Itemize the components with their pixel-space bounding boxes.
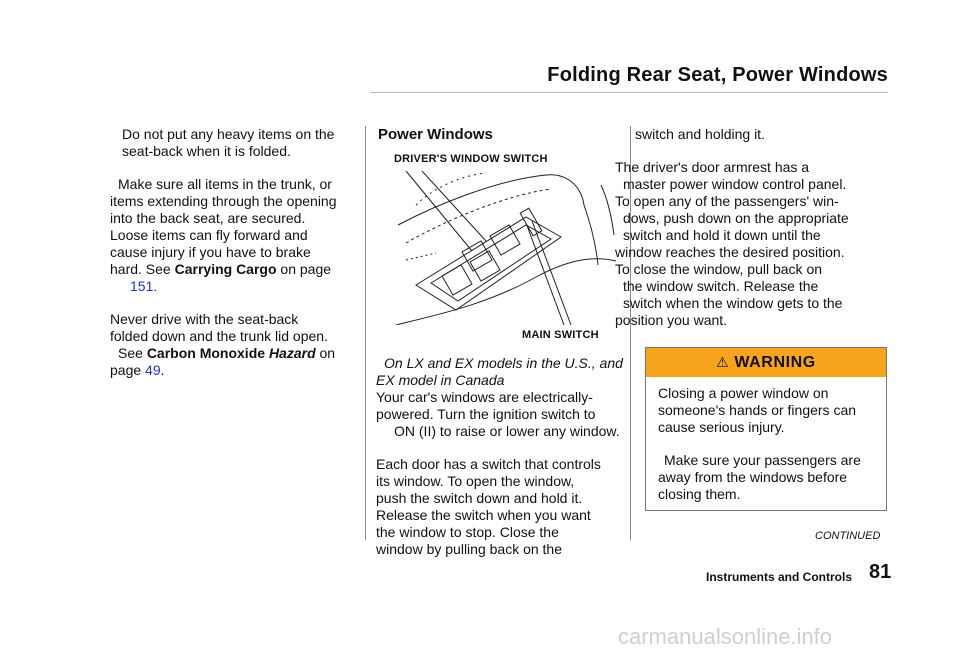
- section-heading: Power Windows: [378, 126, 493, 143]
- warning-body: [646, 377, 886, 503]
- text-run: See: [118, 345, 147, 361]
- text-line: away from the windows before: [658, 469, 848, 485]
- column-2: [376, 126, 626, 558]
- text-line: powered. Turn the ignition switch to: [376, 406, 596, 422]
- armrest-illustration: [376, 165, 626, 325]
- text-line: position you want.: [615, 312, 728, 328]
- text-line: Closing a power window on: [658, 385, 829, 401]
- text-line: Release the switch when you want: [376, 507, 591, 523]
- continued-label: CONTINUED: [815, 530, 881, 542]
- footer-section-name: Instruments and Controls: [706, 570, 853, 584]
- text-line: switch and hold it down until the: [623, 227, 821, 243]
- cross-reference-title: Carbon Monoxide: [146, 345, 266, 361]
- figure-label-drivers-switch: DRIVER'S WINDOW SWITCH: [394, 153, 548, 165]
- header-rule: [370, 92, 888, 93]
- page-link-49[interactable]: 49: [145, 362, 161, 378]
- text-line: To open any of the passengers' win-: [615, 193, 839, 209]
- text-line: the window to stop. Close the: [376, 524, 559, 540]
- text-line: Your car's windows are electrically-: [376, 389, 593, 405]
- warning-header: [646, 348, 886, 377]
- text-run: .: [160, 362, 165, 378]
- column-1: [110, 126, 360, 379]
- text-run: hard. See: [110, 261, 175, 277]
- text-line: its window. To open the window,: [376, 473, 575, 489]
- text-line: items extending through the opening: [110, 193, 337, 209]
- text-line: [110, 278, 360, 295]
- text-line: EX model in Canada: [376, 372, 505, 388]
- page-link-151[interactable]: 151.: [130, 278, 158, 294]
- text-run: on page: [276, 261, 332, 277]
- text-line: On LX and EX models in the U.S., and: [384, 355, 623, 371]
- text-line: dows, push down on the appropriate: [623, 210, 849, 226]
- text-line: Make sure your passengers are: [664, 452, 861, 468]
- text-line: Each door has a switch that controls: [376, 456, 601, 472]
- window-switch-figure: [376, 151, 626, 341]
- warning-title: WARNING: [734, 354, 816, 371]
- text-line: window by pulling back on the: [376, 541, 563, 557]
- text-line: Never drive with the seat-back: [110, 311, 299, 327]
- text-line: To close the window, pull back on: [615, 261, 823, 277]
- text-line: window reaches the desired position.: [615, 244, 845, 260]
- text-line: Do not put any heavy items on the: [122, 126, 335, 142]
- text-line: Loose items can fly forward and: [110, 227, 308, 243]
- text-line: closing them.: [658, 486, 741, 502]
- figure-label-main-switch: MAIN SWITCH: [522, 329, 599, 341]
- text-run: page: [110, 362, 146, 378]
- text-line: switch when the window gets to the: [623, 295, 843, 311]
- text-line: seat-back when it is folded.: [122, 143, 291, 159]
- column-divider: [365, 126, 366, 540]
- cross-reference-title: Hazard: [268, 345, 316, 361]
- warning-triangle-icon: ⚠: [716, 354, 730, 370]
- text-line: ON (II) to raise or lower any window.: [394, 423, 620, 439]
- text-line: cause injury if you have to brake: [110, 244, 311, 260]
- text-line: the window switch. Release the: [623, 278, 819, 294]
- watermark: carmanualsonline.info: [618, 624, 833, 649]
- text-line: into the back seat, are secured.: [110, 210, 306, 226]
- column-3: [615, 126, 890, 511]
- text-run: on: [315, 345, 336, 361]
- text-line: folded down and the trunk lid open.: [110, 328, 328, 344]
- text-line: cause serious injury.: [658, 419, 785, 435]
- page-number: 81: [869, 561, 892, 583]
- text-line: master power window control panel.: [623, 176, 847, 192]
- text-line: switch and holding it.: [635, 126, 765, 142]
- text-line: push the switch down and hold it.: [376, 490, 583, 506]
- text-line: [110, 362, 360, 379]
- text-line: Make sure all items in the trunk, or: [118, 176, 332, 192]
- text-line: The driver's door armrest has a: [615, 159, 810, 175]
- text-line: someone's hands or fingers can: [658, 402, 857, 418]
- page-title: Folding Rear Seat, Power Windows: [547, 64, 888, 86]
- warning-box: [645, 347, 887, 511]
- text-line: [110, 345, 360, 362]
- figure-caption: [376, 355, 626, 389]
- cross-reference-title: Carrying Cargo: [174, 261, 277, 277]
- text-line: [110, 261, 360, 278]
